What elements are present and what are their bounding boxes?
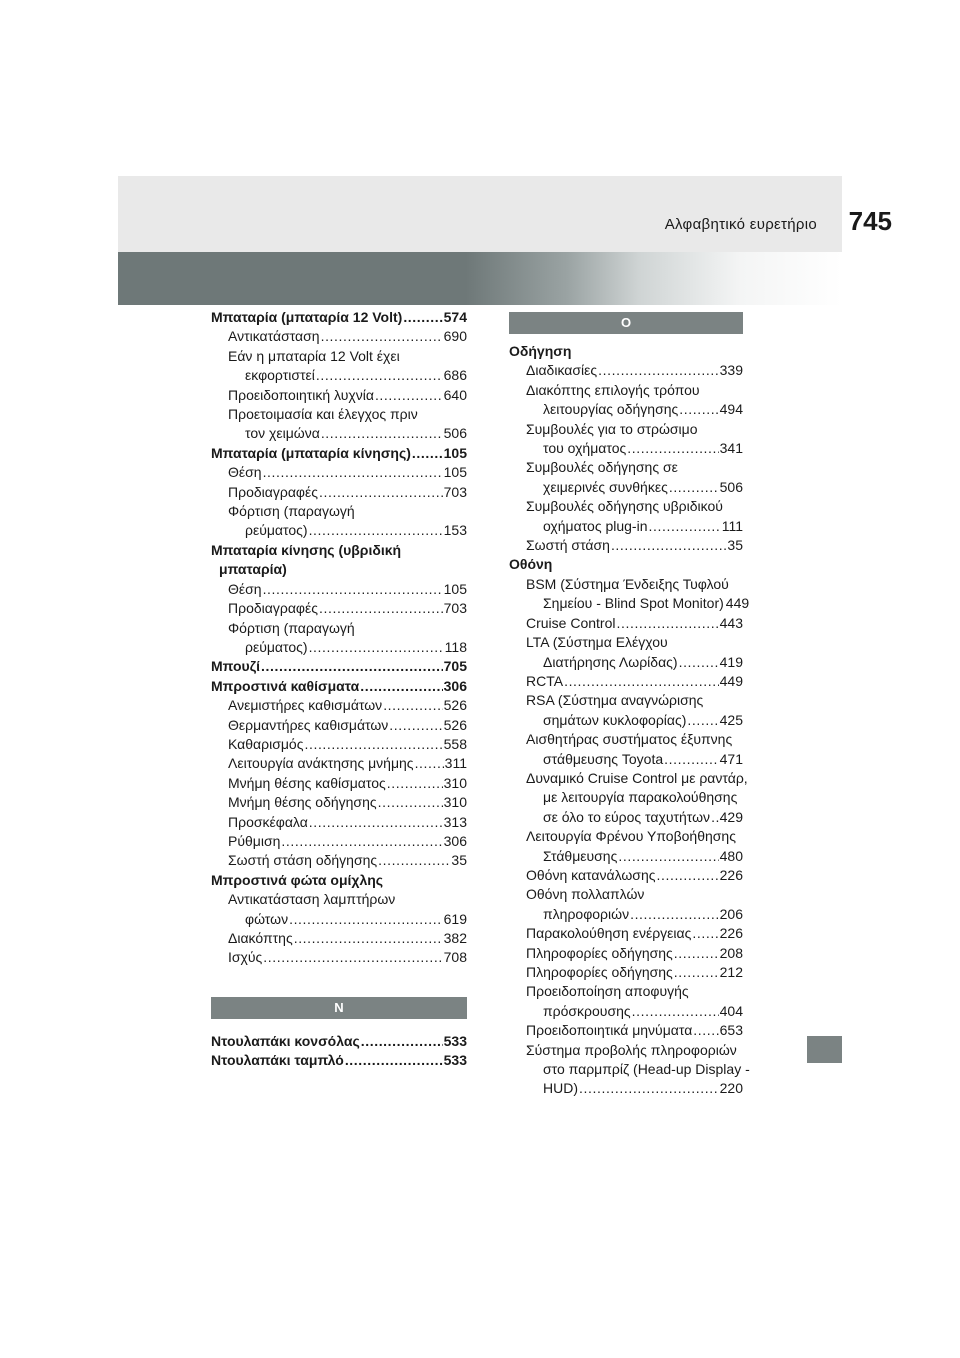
- entry-page: 208: [719, 944, 743, 961]
- entry-text: Αντικατάσταση: [228, 328, 320, 345]
- dot-leader: [389, 716, 442, 735]
- dot-leader: [263, 948, 442, 967]
- entry-page: 105: [443, 464, 467, 481]
- dot-leader: [664, 750, 719, 769]
- page-number: 745: [848, 206, 892, 236]
- dot-leader: [378, 851, 450, 870]
- dot-leader: [378, 793, 443, 812]
- index-entry: [509, 924, 743, 943]
- entry-text: Σωστή στάση οδήγησης: [228, 852, 378, 869]
- entry-text: εκφορτιστεί: [245, 367, 315, 384]
- index-entry: [509, 614, 743, 633]
- dot-leader: [261, 657, 443, 676]
- index-entry: [211, 521, 467, 540]
- entry-page: 640: [443, 386, 467, 403]
- entry-page: 653: [719, 1022, 743, 1039]
- index-heading-line: στο παρμπρίζ (Head-up Display -: [543, 1061, 750, 1078]
- index-entry: [211, 580, 467, 599]
- entry-text: Στάθμευσης: [543, 847, 618, 864]
- index-entry: [211, 910, 467, 929]
- chapter-tab: [807, 1036, 842, 1063]
- entry-text: Μπροστινά καθίσματα: [211, 677, 360, 694]
- entry-page: 506: [443, 425, 467, 442]
- dot-leader: [679, 653, 719, 672]
- entry-page: 443: [719, 614, 743, 631]
- index-entry: [211, 774, 467, 793]
- entry-text: Ρύθμιση: [228, 832, 281, 849]
- entry-text: Προειδοποιητική λυχνία: [228, 386, 374, 403]
- entry-page: 686: [443, 367, 467, 384]
- entry-text: Μπουζί: [211, 658, 261, 675]
- index-heading-line: μπαταρία): [219, 561, 287, 578]
- dot-leader: [656, 866, 718, 885]
- index-heading-line: Εάν η μπαταρία 12 Volt έχει: [228, 347, 400, 364]
- entry-text: RCTA: [526, 672, 564, 689]
- dot-leader: [294, 929, 443, 948]
- index-heading-line: Οδήγηση: [509, 343, 572, 359]
- dot-leader: [564, 672, 719, 691]
- index-entry: [211, 948, 467, 967]
- entry-text: πληροφοριών: [543, 905, 630, 922]
- entry-page: 526: [443, 697, 467, 714]
- index-entry: [211, 716, 467, 735]
- index-heading-line: Διακόπτης επιλογής τρόπου: [526, 381, 700, 398]
- index-heading-line: LTA (Σύστημα Ελέγχου: [526, 634, 668, 651]
- entry-text: λειτουργίας οδήγησης: [543, 401, 679, 418]
- entry-text: Μνήμη θέσης καθίσματος: [228, 774, 386, 791]
- dot-leader: [319, 483, 443, 502]
- index-entry: [509, 1021, 743, 1040]
- entry-text: Διατήρησης Λωρίδας): [543, 653, 678, 670]
- spacer: [211, 968, 467, 997]
- entry-text: Λειτουργία ανάκτησης μνήμης: [228, 755, 414, 772]
- entry-page: 339: [719, 362, 743, 379]
- entry-text: Ανεμιστήρες καθισμάτων: [228, 697, 383, 714]
- index-entry: [211, 735, 467, 754]
- dot-leader: [281, 832, 442, 851]
- section-header: Ο: [509, 312, 743, 334]
- dot-leader: [375, 386, 443, 405]
- dot-leader: [679, 400, 718, 419]
- entry-page: 449: [719, 672, 743, 689]
- entry-text: Ισχύς: [228, 949, 263, 966]
- entry-text: σε όλο το εύρος ταχυτήτων: [543, 808, 711, 825]
- index-heading-line: RSA (Σύστημα αναγνώρισης: [526, 692, 704, 709]
- index-entry: [211, 929, 467, 948]
- index-entry: [211, 1051, 467, 1070]
- dot-leader: [360, 677, 442, 696]
- entry-text: σημάτων κυκλοφορίας): [543, 711, 687, 728]
- index-entry: [509, 400, 743, 419]
- entry-page: 306: [443, 677, 467, 694]
- index-heading-line: Συμβουλές για το στρώσιμο: [526, 420, 698, 437]
- entry-text: Διαδικασίες: [526, 362, 598, 379]
- entry-page: 574: [443, 309, 467, 325]
- index-entry: [211, 327, 467, 346]
- entry-text: Πληροφορίες οδήγησης: [526, 964, 673, 980]
- dot-leader: [304, 735, 442, 754]
- dot-leader: [403, 308, 442, 327]
- entry-page: 506: [719, 478, 743, 495]
- dot-leader: [319, 599, 443, 618]
- entry-page: 212: [719, 964, 743, 980]
- index-entry: [509, 361, 743, 380]
- entry-text: οχήματος plug-in: [543, 517, 648, 534]
- dot-leader: [627, 439, 718, 458]
- index-heading-line: Σύστημα προβολής πληροφοριών: [526, 1041, 737, 1058]
- dot-leader: [579, 1079, 719, 1098]
- section-header: Ν: [211, 997, 467, 1019]
- dot-leader: [361, 1032, 443, 1051]
- dot-leader: [309, 638, 444, 657]
- dot-leader: [687, 711, 718, 730]
- entry-text: Σωστή στάση: [526, 537, 610, 554]
- entry-page: 105: [443, 444, 467, 461]
- index-entry: [211, 444, 467, 463]
- entry-text: χειμερινές συνθήκες: [543, 478, 668, 495]
- entry-text: Θερμαντήρες καθισμάτων: [228, 716, 389, 733]
- entry-text: Καθαρισμός: [228, 735, 304, 752]
- index-entry: [211, 832, 467, 851]
- entry-page: 703: [443, 483, 467, 500]
- entry-page: 526: [443, 716, 467, 733]
- entry-page: 533: [443, 1032, 467, 1049]
- dot-leader: [598, 361, 719, 380]
- dot-leader: [263, 580, 443, 599]
- entry-page: 705: [443, 658, 467, 675]
- entry-text: Θέση: [228, 464, 262, 481]
- header-gradient-bar: [118, 252, 842, 305]
- entry-text: Προδιαγραφές: [228, 483, 318, 500]
- dot-leader: [387, 774, 443, 793]
- entry-page: 619: [443, 910, 467, 927]
- page-title: Αλφαβητικό ευρετήριο: [664, 216, 817, 233]
- index-heading-line: Μπροστινά φώτα ομίχλης: [211, 871, 384, 888]
- index-entry: [211, 424, 467, 443]
- entry-page: 382: [443, 930, 467, 946]
- index-entry: [211, 463, 467, 482]
- entry-page: 341: [719, 440, 743, 457]
- dot-leader: [412, 444, 443, 463]
- entry-text: τον χειμώνα: [245, 425, 320, 442]
- entry-page: 690: [443, 328, 467, 345]
- index-entry: [211, 308, 467, 327]
- entry-text: ρεύματος): [245, 638, 308, 655]
- entry-text: Προσκέφαλα: [228, 813, 308, 830]
- index-entry: [211, 851, 467, 870]
- entry-text: HUD): [543, 1080, 578, 1097]
- dot-leader: [711, 808, 719, 827]
- dot-leader: [674, 944, 719, 963]
- entry-text: Ντουλαπάκι κονσόλας: [211, 1032, 360, 1049]
- dot-leader: [309, 521, 443, 540]
- entry-page: 35: [451, 852, 467, 869]
- index-entry: [509, 439, 743, 458]
- index-entry: [211, 657, 467, 676]
- index-entry: [211, 754, 467, 773]
- entry-page: 226: [719, 866, 743, 883]
- index-column-right: [509, 308, 750, 1099]
- dot-leader: [630, 905, 719, 924]
- index-entry: [509, 808, 743, 827]
- entry-page: 429: [719, 808, 743, 825]
- entry-text: πρόσκρουσης: [543, 1002, 631, 1019]
- entry-text: Ντουλαπάκι ταμπλό: [211, 1052, 344, 1069]
- index-entry: [509, 750, 743, 769]
- index-entry: [509, 653, 743, 672]
- entry-page: 419: [719, 653, 743, 670]
- entry-text: Πληροφορίες οδήγησης: [526, 944, 673, 961]
- index-heading-line: Μπαταρία κίνησης (υβριδική: [211, 541, 402, 558]
- index-entry: [509, 594, 750, 613]
- dot-leader: [309, 813, 443, 832]
- header-band: [118, 176, 842, 252]
- index-entry: [211, 483, 467, 502]
- entry-page: 118: [444, 638, 467, 655]
- entry-text: Θέση: [228, 580, 262, 597]
- index-column-left: [211, 308, 467, 1071]
- index-heading-line: Οθόνη: [509, 556, 553, 573]
- index-entry: [211, 813, 467, 832]
- index-heading-line: Προετοιμασία και έλεγχος πριν: [228, 406, 418, 423]
- index-entry: [509, 847, 743, 866]
- entry-page: 310: [443, 794, 467, 811]
- entry-page: 105: [443, 580, 467, 597]
- entry-text: Προειδοποιητικά μηνύματα: [526, 1022, 693, 1039]
- dot-leader: [263, 463, 443, 482]
- dot-leader: [321, 327, 443, 346]
- index-entry: [211, 696, 467, 715]
- entry-page: 220: [719, 1080, 743, 1097]
- dot-leader: [693, 1021, 718, 1040]
- index-heading-line: Αισθητήρας συστήματος έξυπνης: [526, 731, 733, 748]
- dot-leader: [611, 536, 726, 555]
- entry-text: Σημείου - Blind Spot Monitor): [543, 595, 724, 612]
- index-heading-line: Προειδοποίηση αποφυγής: [526, 983, 689, 1000]
- index-entry: [509, 517, 743, 536]
- dot-leader: [345, 1051, 443, 1070]
- dot-leader: [321, 424, 443, 443]
- index-entry: [509, 672, 743, 691]
- entry-page: 494: [719, 401, 743, 418]
- dot-leader: [669, 478, 719, 497]
- entry-text: Διακόπτης: [228, 930, 293, 946]
- entry-text: Οθόνη κατανάλωσης: [526, 866, 656, 883]
- entry-page: 471: [719, 750, 743, 767]
- index-entry: [211, 793, 467, 812]
- index-entry: [509, 478, 743, 497]
- dot-leader: [632, 1002, 719, 1021]
- dot-leader: [415, 754, 444, 773]
- entry-page: 311: [444, 755, 467, 772]
- index-entry: [211, 638, 467, 657]
- entry-page: 425: [719, 711, 743, 728]
- entry-page: 703: [443, 600, 467, 617]
- index-heading-line: Οθόνη πολλαπλών: [526, 886, 645, 903]
- index-entry: [509, 1079, 743, 1098]
- index-entry: [211, 366, 467, 385]
- index-heading-line: BSM (Σύστημα Ένδειξης Τυφλού: [526, 575, 729, 592]
- index-entry: [509, 711, 743, 730]
- entry-page: 708: [443, 949, 467, 966]
- entry-text: Cruise Control: [526, 614, 616, 631]
- index-entry: [211, 386, 467, 405]
- index-heading-line: Λειτουργία Φρένου Υποβοήθησης: [526, 828, 736, 845]
- index-heading-line: με λειτουργία παρακολούθησης: [543, 789, 738, 806]
- dot-leader: [618, 847, 718, 866]
- index-entry: [509, 1002, 743, 1021]
- index-heading-line: Δυναμικό Cruise Control με ραντάρ,: [526, 769, 748, 786]
- entry-text: Παρακολούθηση ενέργειας: [526, 925, 692, 942]
- entry-page: 153: [443, 522, 467, 539]
- index-entry: [509, 905, 743, 924]
- index-entry: [509, 536, 743, 555]
- dot-leader: [289, 910, 443, 929]
- entry-text: Προδιαγραφές: [228, 600, 318, 617]
- index-entry: [509, 944, 743, 963]
- spacer: [211, 1019, 467, 1032]
- index-heading-line: Συμβουλές οδήγησης σε: [526, 459, 678, 476]
- dot-leader: [674, 963, 719, 982]
- index-entry: [211, 677, 467, 696]
- dot-leader: [692, 924, 718, 943]
- entry-text: ρεύματος): [245, 522, 308, 539]
- entry-page: 449: [725, 595, 750, 612]
- entry-text: Μπαταρία (μπαταρία 12 Volt): [211, 309, 403, 325]
- entry-text: Μπαταρία (μπαταρία κίνησης): [211, 444, 411, 461]
- dot-leader: [649, 517, 721, 536]
- entry-page: 35: [727, 537, 743, 554]
- dot-leader: [316, 366, 443, 385]
- index-entry: [509, 866, 743, 885]
- dot-leader: [616, 614, 718, 633]
- entry-text: του οχήματος: [543, 440, 627, 457]
- entry-text: φώτων: [245, 910, 289, 927]
- entry-page: 404: [719, 1002, 743, 1019]
- spacer: [509, 334, 743, 342]
- entry-page: 306: [443, 832, 467, 849]
- entry-text: Μνήμη θέσης οδήγησης: [228, 794, 377, 811]
- entry-page: 558: [443, 735, 467, 752]
- index-entry: [211, 599, 467, 618]
- entry-page: 226: [719, 925, 743, 942]
- index-heading-line: Φόρτιση (παραγωγή: [228, 619, 355, 636]
- index-heading-line: Συμβουλές οδήγησης υβριδικού: [526, 498, 723, 515]
- index-heading-line: Φόρτιση (παραγωγή: [228, 503, 355, 520]
- entry-page: 533: [443, 1052, 467, 1069]
- dot-leader: [383, 696, 442, 715]
- index-entry: [211, 1032, 467, 1051]
- entry-page: 111: [721, 517, 743, 534]
- entry-text: στάθμευσης Toyota: [543, 750, 664, 767]
- index-entry: [509, 963, 743, 982]
- entry-page: 206: [719, 905, 743, 922]
- entry-page: 310: [443, 774, 467, 791]
- entry-page: 480: [719, 847, 743, 864]
- index-heading-line: Αντικατάσταση λαμπτήρων: [228, 891, 396, 908]
- entry-page: 313: [443, 813, 467, 830]
